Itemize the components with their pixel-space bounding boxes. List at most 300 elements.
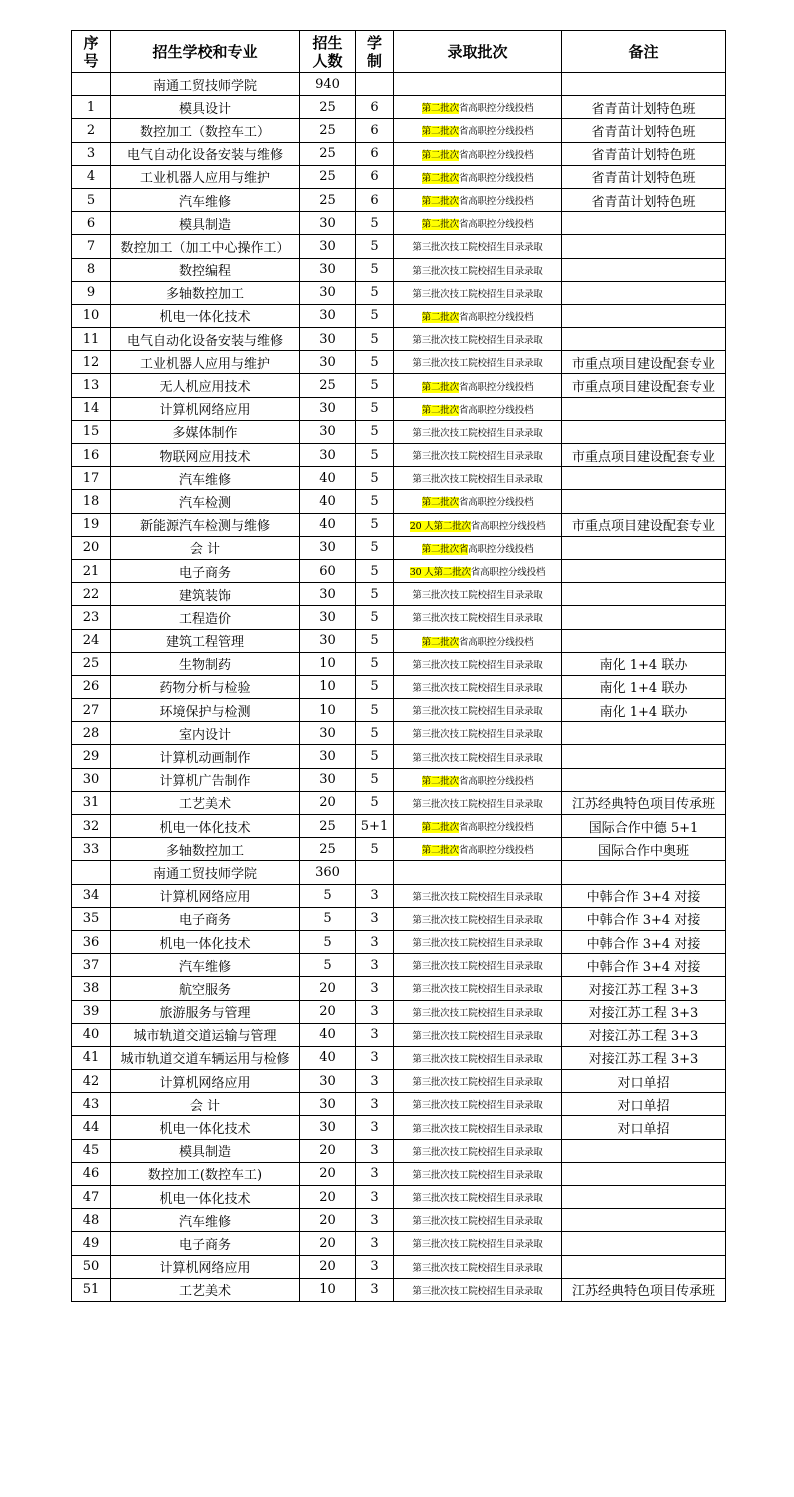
row-number: 42 (72, 1070, 111, 1093)
row-number: 3 (72, 142, 111, 165)
enroll-count: 20 (300, 1255, 356, 1278)
program-name: 机电一体化技术 (111, 930, 300, 953)
enroll-count: 25 (300, 142, 356, 165)
remark: 对接江苏工程 3+3 (562, 1023, 726, 1046)
program-name: 生物制药 (111, 652, 300, 675)
row-number: 15 (72, 420, 111, 443)
remark (562, 235, 726, 258)
study-years (356, 861, 394, 884)
enroll-count: 40 (300, 513, 356, 536)
table-row (72, 1186, 726, 1209)
row-number: 14 (72, 397, 111, 420)
study-years: 5 (356, 722, 394, 745)
study-years: 3 (356, 907, 394, 930)
batch-text: 省高职控分线投档 (458, 404, 534, 416)
header-note: 备注 (562, 31, 726, 73)
enroll-count: 30 (300, 1093, 356, 1116)
admission-batch (394, 119, 562, 142)
row-number (72, 73, 111, 96)
program-name: 多轴数控加工 (111, 281, 300, 304)
remark (562, 559, 726, 582)
admission-batch (394, 1255, 562, 1278)
admission-batch (394, 444, 562, 467)
row-number: 36 (72, 930, 111, 953)
row-number: 2 (72, 119, 111, 142)
program-name: 机电一体化技术 (111, 1116, 300, 1139)
program-name: 会 计 (111, 1093, 300, 1116)
program-name: 工艺美术 (111, 1278, 300, 1301)
program-name: 机电一体化技术 (111, 815, 300, 838)
remark: 南化 1+4 联办 (562, 675, 726, 698)
enroll-count: 30 (300, 258, 356, 281)
program-name: 计算机网络应用 (111, 397, 300, 420)
batch-text: 第三批次技工院校招生目录录取 (412, 1285, 543, 1297)
enroll-count: 30 (300, 212, 356, 235)
study-years: 3 (356, 884, 394, 907)
study-years: 5 (356, 351, 394, 374)
admission-batch (394, 907, 562, 930)
remark (562, 420, 726, 443)
table-row (72, 838, 726, 861)
batch-text: 省高职控分线投档 (470, 520, 546, 532)
admission-batch (394, 1186, 562, 1209)
program-name: 数控编程 (111, 258, 300, 281)
table-row (72, 977, 726, 1000)
batch-text: 第三批次技工院校招生目录录取 (412, 752, 543, 764)
row-number: 44 (72, 1116, 111, 1139)
remark (562, 73, 726, 96)
admission-batch (394, 1116, 562, 1139)
row-number: 5 (72, 188, 111, 211)
batch-text: 第三批次技工院校招生目录录取 (412, 659, 543, 671)
admission-batch (394, 513, 562, 536)
remark: 国际合作中德 5+1 (562, 815, 726, 838)
row-number: 8 (72, 258, 111, 281)
enroll-count: 5 (300, 884, 356, 907)
table-row (72, 1139, 726, 1162)
remark: 省青苗计划特色班 (562, 142, 726, 165)
enroll-count: 30 (300, 397, 356, 420)
row-number: 25 (72, 652, 111, 675)
row-number: 32 (72, 815, 111, 838)
remark: 省青苗计划特色班 (562, 96, 726, 119)
enroll-count: 40 (300, 1046, 356, 1069)
enroll-count: 30 (300, 722, 356, 745)
row-number: 34 (72, 884, 111, 907)
table-row (72, 1046, 726, 1069)
table-row (72, 351, 726, 374)
remark (562, 745, 726, 768)
admission-batch (394, 374, 562, 397)
remark (562, 629, 726, 652)
table-row (72, 606, 726, 629)
study-years: 3 (356, 1186, 394, 1209)
enroll-count: 30 (300, 536, 356, 559)
remark: 江苏经典特色项目传承班 (562, 1278, 726, 1301)
enroll-count: 25 (300, 165, 356, 188)
table-row (72, 629, 726, 652)
remark: 南化 1+4 联办 (562, 652, 726, 675)
admission-batch (394, 583, 562, 606)
table-row (72, 212, 726, 235)
batch-text: 省高职控分线投档 (458, 381, 534, 393)
row-number: 21 (72, 559, 111, 582)
enroll-count: 20 (300, 1139, 356, 1162)
row-number: 40 (72, 1023, 111, 1046)
header-no: 序号 (72, 31, 111, 73)
table-row (72, 1023, 726, 1046)
study-years: 3 (356, 1000, 394, 1023)
program-name: 航空服务 (111, 977, 300, 1000)
enroll-count: 25 (300, 374, 356, 397)
enroll-count: 30 (300, 629, 356, 652)
enroll-count: 10 (300, 699, 356, 722)
table-row (72, 119, 726, 142)
row-number: 10 (72, 304, 111, 327)
enroll-count: 25 (300, 188, 356, 211)
admission-batch (394, 838, 562, 861)
row-number: 1 (72, 96, 111, 119)
table-row (72, 652, 726, 675)
table-row (72, 304, 726, 327)
row-number: 27 (72, 699, 111, 722)
study-years: 5 (356, 791, 394, 814)
batch-text: 第三批次技工院校招生目录录取 (412, 288, 543, 300)
batch-text: 第三批次技工院校招生目录录取 (412, 961, 543, 973)
batch-highlight: 第二批次 (421, 636, 459, 648)
study-years: 5 (356, 699, 394, 722)
table-row (72, 954, 726, 977)
study-years: 5 (356, 513, 394, 536)
program-name: 工程造价 (111, 606, 300, 629)
remark (562, 467, 726, 490)
table-body (72, 73, 726, 1302)
header-years: 学制 (356, 31, 394, 73)
enroll-count: 30 (300, 304, 356, 327)
study-years: 5 (356, 583, 394, 606)
admission-batch (394, 1209, 562, 1232)
row-number: 47 (72, 1186, 111, 1209)
program-name: 电气自动化设备安装与维修 (111, 142, 300, 165)
batch-text: 省高职控分线投档 (470, 567, 546, 579)
enroll-count: 10 (300, 675, 356, 698)
admission-batch (394, 212, 562, 235)
program-name: 药物分析与检验 (111, 675, 300, 698)
batch-highlight: 第二批次 (421, 497, 459, 509)
admission-batch (394, 1000, 562, 1023)
batch-text: 省高职控分线投档 (458, 497, 534, 509)
program-name: 建筑装饰 (111, 583, 300, 606)
remark: 市重点项目建设配套专业 (562, 351, 726, 374)
row-number: 41 (72, 1046, 111, 1069)
remark (562, 722, 726, 745)
batch-text: 第三批次技工院校招生目录录取 (412, 682, 543, 694)
table-row (72, 467, 726, 490)
table-row (72, 930, 726, 953)
table-header (72, 31, 726, 73)
batch-highlight: 第二批次 (421, 196, 459, 208)
batch-highlight: 20 人第二批次 (409, 520, 471, 532)
remark: 对口单招 (562, 1116, 726, 1139)
batch-text: 第三批次技工院校招生目录录取 (412, 938, 543, 950)
remark: 中韩合作 3+4 对接 (562, 930, 726, 953)
admission-batch (394, 1023, 562, 1046)
batch-text: 第三批次技工院校招生目录录取 (412, 1077, 543, 1089)
remark: 国际合作中奥班 (562, 838, 726, 861)
row-number: 39 (72, 1000, 111, 1023)
remark: 市重点项目建设配套专业 (562, 374, 726, 397)
admission-batch (394, 490, 562, 513)
study-years: 5+1 (356, 815, 394, 838)
study-years: 3 (356, 1116, 394, 1139)
admission-batch (394, 397, 562, 420)
batch-text: 省高职控分线投档 (458, 126, 534, 138)
batch-highlight: 第二批次 (421, 775, 459, 787)
remark: 省青苗计划特色班 (562, 188, 726, 211)
enroll-count: 20 (300, 977, 356, 1000)
admission-batch (394, 258, 562, 281)
remark (562, 1162, 726, 1185)
row-number: 28 (72, 722, 111, 745)
enrollment-table (71, 30, 726, 1302)
admission-batch (394, 954, 562, 977)
enroll-count: 40 (300, 467, 356, 490)
row-number: 30 (72, 768, 111, 791)
table-row (72, 1000, 726, 1023)
row-number: 4 (72, 165, 111, 188)
batch-text: 第三批次技工院校招生目录录取 (412, 474, 543, 486)
program-name: 无人机应用技术 (111, 374, 300, 397)
remark (562, 490, 726, 513)
remark (562, 583, 726, 606)
batch-highlight: 30 人第二批次 (409, 567, 471, 579)
remark (562, 1232, 726, 1255)
program-name: 新能源汽车检测与维修 (111, 513, 300, 536)
batch-text: 省高职控分线投档 (458, 636, 534, 648)
row-number: 16 (72, 444, 111, 467)
remark: 对接江苏工程 3+3 (562, 1046, 726, 1069)
remark (562, 1139, 726, 1162)
admission-batch (394, 1070, 562, 1093)
remark (562, 397, 726, 420)
program-name: 城市轨道交道运输与管理 (111, 1023, 300, 1046)
program-name: 旅游服务与管理 (111, 1000, 300, 1023)
admission-batch (394, 722, 562, 745)
study-years: 3 (356, 1070, 394, 1093)
admission-batch (394, 1046, 562, 1069)
batch-text: 第三批次技工院校招生目录录取 (412, 265, 543, 277)
admission-batch (394, 930, 562, 953)
enroll-count: 30 (300, 444, 356, 467)
admission-batch (394, 791, 562, 814)
study-years: 5 (356, 374, 394, 397)
row-number: 7 (72, 235, 111, 258)
study-years: 5 (356, 212, 394, 235)
admission-batch (394, 675, 562, 698)
program-name: 建筑工程管理 (111, 629, 300, 652)
batch-text: 省高职控分线投档 (458, 103, 534, 115)
row-number: 33 (72, 838, 111, 861)
batch-text: 第三批次技工院校招生目录录取 (412, 1146, 543, 1158)
enroll-count: 25 (300, 119, 356, 142)
table-row (72, 884, 726, 907)
batch-highlight: 第二批次 (421, 126, 459, 138)
row-number: 29 (72, 745, 111, 768)
table-row (72, 142, 726, 165)
admission-batch (394, 351, 562, 374)
table-row (72, 1232, 726, 1255)
program-name: 数控加工（数控车工） (111, 119, 300, 142)
enroll-count: 25 (300, 815, 356, 838)
study-years: 5 (356, 304, 394, 327)
remark (562, 304, 726, 327)
study-years: 3 (356, 930, 394, 953)
table-row (72, 235, 726, 258)
admission-batch (394, 467, 562, 490)
study-years: 3 (356, 1232, 394, 1255)
study-years: 3 (356, 1023, 394, 1046)
study-years: 5 (356, 490, 394, 513)
table-row (72, 583, 726, 606)
table-row (72, 165, 726, 188)
admission-batch (394, 328, 562, 351)
enroll-count: 20 (300, 1000, 356, 1023)
program-name: 汽车维修 (111, 467, 300, 490)
program-name: 汽车维修 (111, 954, 300, 977)
table-row (72, 328, 726, 351)
enroll-count: 30 (300, 351, 356, 374)
enroll-count: 30 (300, 583, 356, 606)
batch-text: 第三批次技工院校招生目录录取 (412, 1123, 543, 1135)
remark (562, 861, 726, 884)
remark: 江苏经典特色项目传承班 (562, 791, 726, 814)
row-number: 9 (72, 281, 111, 304)
batch-text: 省高职控分线投档 (458, 219, 534, 231)
study-years: 3 (356, 1162, 394, 1185)
batch-text: 第三批次技工院校招生目录录取 (412, 984, 543, 996)
batch-text: 第三批次技工院校招生目录录取 (412, 1053, 543, 1065)
program-name: 计算机网络应用 (111, 1255, 300, 1278)
row-number: 51 (72, 1278, 111, 1301)
study-years: 5 (356, 768, 394, 791)
study-years: 5 (356, 258, 394, 281)
table-row (72, 444, 726, 467)
remark: 省青苗计划特色班 (562, 165, 726, 188)
enroll-count: 25 (300, 96, 356, 119)
remark: 对口单招 (562, 1070, 726, 1093)
batch-text: 第三批次技工院校招生目录录取 (412, 1100, 543, 1112)
remark: 市重点项目建设配套专业 (562, 513, 726, 536)
batch-text: 第三批次技工院校招生目录录取 (412, 1239, 543, 1251)
study-years: 5 (356, 420, 394, 443)
program-name: 模具制造 (111, 1139, 300, 1162)
admission-batch (394, 699, 562, 722)
table-row (72, 374, 726, 397)
remark: 对接江苏工程 3+3 (562, 977, 726, 1000)
study-years (356, 73, 394, 96)
study-years: 5 (356, 536, 394, 559)
row-number (72, 861, 111, 884)
study-years: 3 (356, 954, 394, 977)
remark (562, 328, 726, 351)
batch-text: 第三批次技工院校招生目录录取 (412, 891, 543, 903)
program-name: 多媒体制作 (111, 420, 300, 443)
enroll-count: 30 (300, 420, 356, 443)
batch-text: 第三批次技工院校招生目录录取 (412, 1030, 543, 1042)
study-years: 5 (356, 444, 394, 467)
table-row (72, 722, 726, 745)
row-number: 24 (72, 629, 111, 652)
study-years: 3 (356, 977, 394, 1000)
study-years: 3 (356, 1278, 394, 1301)
row-number: 19 (72, 513, 111, 536)
admission-batch (394, 1232, 562, 1255)
enroll-count: 40 (300, 1023, 356, 1046)
enroll-count: 360 (300, 861, 356, 884)
study-years: 6 (356, 119, 394, 142)
study-years: 6 (356, 96, 394, 119)
enroll-count: 20 (300, 1232, 356, 1255)
enroll-count: 30 (300, 328, 356, 351)
admission-batch (394, 559, 562, 582)
program-name: 物联网应用技术 (111, 444, 300, 467)
enroll-count: 30 (300, 281, 356, 304)
row-number: 48 (72, 1209, 111, 1232)
enroll-count: 30 (300, 606, 356, 629)
admission-batch (394, 815, 562, 838)
program-name: 汽车检测 (111, 490, 300, 513)
row-number: 35 (72, 907, 111, 930)
program-name: 电气自动化设备安装与维修 (111, 328, 300, 351)
enroll-count: 30 (300, 745, 356, 768)
study-years: 5 (356, 675, 394, 698)
admission-batch (394, 165, 562, 188)
row-number: 17 (72, 467, 111, 490)
row-number: 18 (72, 490, 111, 513)
batch-text: 省高职控分线投档 (458, 822, 534, 834)
table-row (72, 258, 726, 281)
program-name: 电子商务 (111, 559, 300, 582)
batch-highlight: 第二批次 (421, 103, 459, 115)
admission-batch (394, 96, 562, 119)
enroll-count: 20 (300, 1186, 356, 1209)
batch-highlight: 第二批次 (421, 822, 459, 834)
enroll-count: 10 (300, 1278, 356, 1301)
batch-text: 第三批次技工院校招生目录录取 (412, 706, 543, 718)
table-row (72, 1070, 726, 1093)
study-years: 5 (356, 838, 394, 861)
batch-highlight: 第二批次 (421, 219, 459, 231)
enroll-count: 60 (300, 559, 356, 582)
enroll-count: 20 (300, 1162, 356, 1185)
batch-text: 第三批次技工院校招生目录录取 (412, 613, 543, 625)
batch-text: 第三批次技工院校招生目录录取 (412, 1193, 543, 1205)
remark: 中韩合作 3+4 对接 (562, 954, 726, 977)
table-row (72, 791, 726, 814)
batch-text: 第三批次技工院校招生目录录取 (412, 590, 543, 602)
admission-batch (394, 652, 562, 675)
enroll-count: 30 (300, 235, 356, 258)
table-row (72, 1116, 726, 1139)
program-name: 南通工贸技师学院 (111, 861, 300, 884)
remark (562, 258, 726, 281)
batch-text: 第三批次技工院校招生目录录取 (412, 427, 543, 439)
table-row (72, 188, 726, 211)
table-row (72, 1255, 726, 1278)
admission-batch (394, 1139, 562, 1162)
remark: 中韩合作 3+4 对接 (562, 907, 726, 930)
table-row (72, 281, 726, 304)
